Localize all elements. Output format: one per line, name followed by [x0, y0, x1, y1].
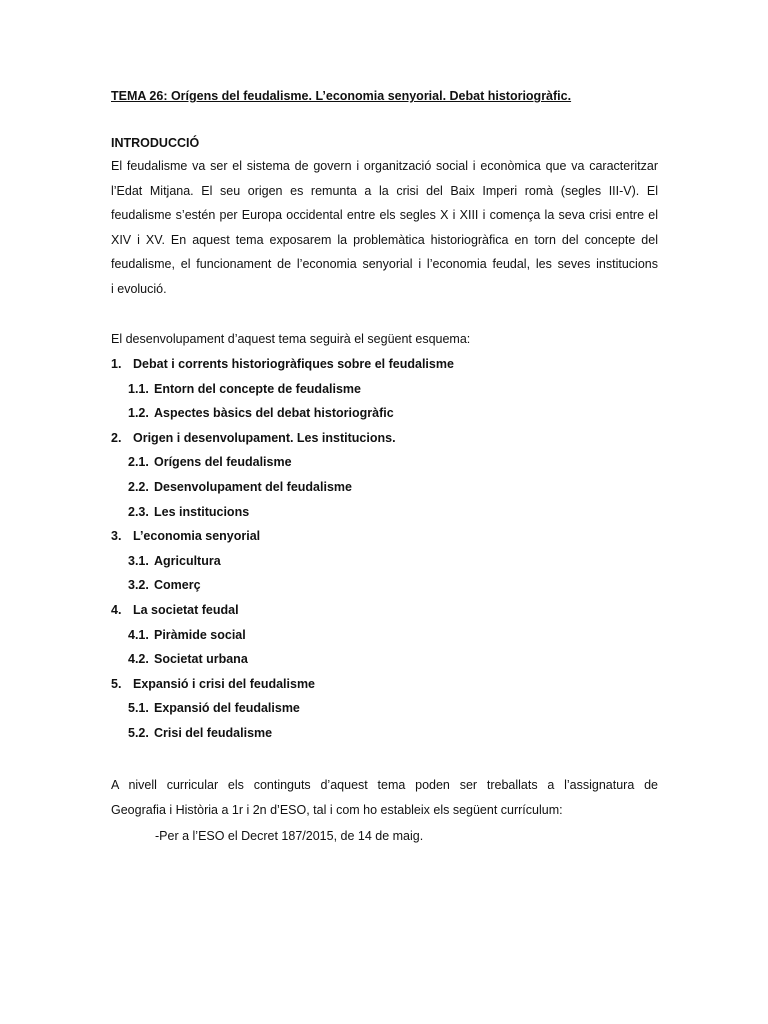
outline-label: Comerç [154, 578, 201, 593]
decree-line: -Per a l’ESO el Decret 187/2015, de 14 de maig. [155, 829, 424, 843]
outline-subsection [128, 577, 201, 593]
outline-subsection [128, 553, 221, 569]
outline-intro: El desenvolupament d’aquest tema seguirà el següent esquema: [111, 332, 471, 346]
outline-number: 1. [111, 357, 122, 371]
intro-line: El feudalisme va ser el sistema de govern i organització social i econòmica que va caracteritzar [111, 159, 658, 173]
intro-line: feudalisme s’estén per Europa occidental entre els segles X i XIII i comença la seva crisi entre el [111, 208, 658, 222]
intro-line: i evolució. [111, 281, 167, 296]
outline-label: Expansió del feudalisme [154, 701, 300, 716]
outline-subsection [128, 454, 292, 470]
outline-label: Agricultura [154, 553, 221, 568]
outline-number: 1.2. [128, 406, 149, 421]
outline-section [111, 430, 396, 446]
outline-number: 5. [111, 676, 122, 691]
outline-subsection [128, 504, 249, 520]
outline-label: Origen i desenvolupament. Les institucions. [133, 430, 396, 445]
intro-paragraph [111, 154, 658, 301]
outline-number: 4.2. [128, 652, 149, 667]
outline-label: Desenvolupament del feudalisme [154, 480, 352, 494]
outline-subsection [128, 651, 248, 667]
outline-label: Debat i corrents historiogràfiques sobre el feudalisme [133, 357, 454, 371]
outline-subsection [128, 405, 394, 421]
intro-line: feudalisme, el funcionament de l’economia senyorial i l’economia feudal, les seves institucions [111, 257, 658, 271]
outline-subsection [128, 381, 361, 397]
outline-number: 2.2. [128, 480, 149, 494]
outline-label: Piràmide social [154, 627, 246, 642]
curriculum-line: A nivell curricular els continguts d’aquest tema poden ser treballats a l’assignatura de [111, 778, 658, 792]
intro-line: l’Edat Mitjana. El seu origen es remunta a la crisi del Baix Imperi romà (segles III-V). El [111, 183, 658, 198]
document-title: TEMA 26: Orígens del feudalisme. L’economia senyorial. Debat historiogràfic. [111, 89, 572, 103]
outline-number: 5.2. [128, 726, 149, 740]
outline-label: L’economia senyorial [133, 529, 261, 544]
outline-number: 2.3. [128, 504, 149, 519]
outline-number: 4. [111, 603, 122, 617]
outline-number: 3.2. [128, 578, 149, 593]
outline-section [111, 356, 454, 372]
outline-section [111, 528, 260, 544]
outline-subsection [128, 700, 300, 716]
curriculum-line: Geografia i Història a 1r i 2n d’ESO, tal i com ho estableix els següent currículum: [111, 802, 563, 817]
outline-label: Entorn del concepte de feudalisme [154, 381, 361, 396]
outline-number: 3.1. [128, 553, 149, 568]
outline-label: Expansió i crisi del feudalisme [133, 676, 316, 691]
outline-number: 3. [111, 529, 122, 544]
outline-section [111, 676, 315, 692]
outline-subsection [128, 627, 246, 643]
outline-label: Societat urbana [154, 652, 248, 667]
outline-section [111, 602, 239, 618]
outline-subsection [128, 479, 352, 495]
outline-label: Crisi del feudalisme [154, 726, 273, 740]
outline-label: Orígens del feudalisme [154, 455, 292, 470]
outline-label: Aspectes bàsics del debat historiogràfic [154, 406, 394, 421]
outline-number: 4.1. [128, 627, 149, 642]
outline-number: 2.1. [128, 455, 149, 470]
intro-heading: INTRODUCCIÓ [111, 136, 200, 150]
intro-line: XIV i XV. En aquest tema exposarem la problemàtica historiogràfica en torn del concepte del [111, 232, 658, 247]
outline-label: Les institucions [154, 504, 250, 519]
outline-number: 5.1. [128, 701, 149, 716]
outline-label: La societat feudal [133, 603, 239, 617]
outline-number: 1.1. [128, 381, 149, 396]
outline-subsection [128, 725, 272, 741]
curriculum-paragraph [111, 773, 658, 822]
outline-number: 2. [111, 430, 122, 445]
